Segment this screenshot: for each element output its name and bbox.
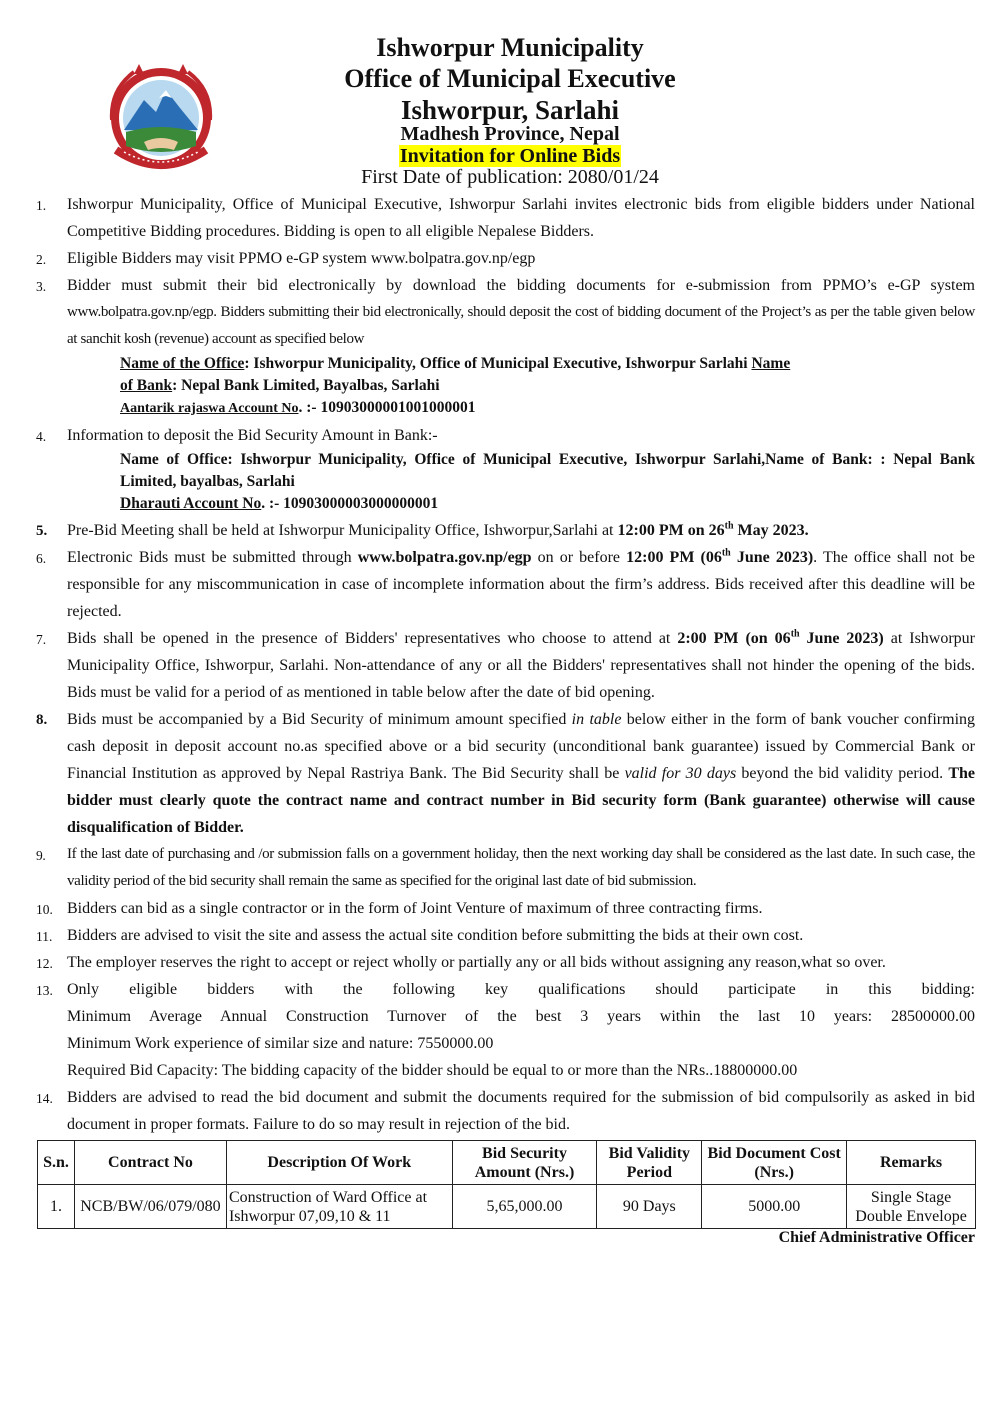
cell-description: Construction of Ward Office at Ishworpur 07,09,10 & 11	[226, 1185, 452, 1229]
column-header: Description Of Work	[226, 1141, 452, 1185]
qualification-intro: Only eligible bidders with the following key qualifications should participate in this bidding:	[67, 981, 975, 998]
disqualification-warning: The bidder must clearly quote the contract name and contract number in Bid security form (Bank guarantee) otherwise will cause disqualification of Bidder.	[67, 765, 975, 836]
account-value: . :- 10903000003000000001	[261, 495, 439, 512]
column-header: Remarks	[847, 1141, 976, 1185]
office-name: Office of Municipal Executive	[344, 64, 676, 93]
list-item	[0, 245, 1000, 272]
list-item	[0, 706, 1000, 841]
notice-items	[0, 191, 1000, 1138]
item-text: Eligible Bidders may visit PPMO e-GP system www.bolpatra.gov.np/egp	[67, 250, 536, 267]
italic-text: in table	[571, 711, 622, 728]
table-row	[38, 1185, 976, 1229]
item-number: 11.	[36, 929, 53, 944]
cell-remarks: Single Stage Double Envelope	[847, 1185, 976, 1229]
list-item	[0, 895, 1000, 922]
pre-bid-date: May 2023.	[733, 522, 809, 539]
municipality-name: Ishworpur Municipality	[376, 33, 644, 62]
item-text: Bids must be accompanied by a Bid Security of minimum amount specified	[67, 711, 572, 728]
item-number: 6.	[36, 551, 47, 566]
account-label: Dharauti Account No	[120, 495, 262, 512]
cell-document-cost: 5000.00	[702, 1185, 847, 1229]
bids-table	[37, 1140, 976, 1229]
egp-url: www.bolpatra.gov.np/egp	[357, 549, 532, 566]
item-text: Bidders are advised to read the bid document and submit the documents required for the submission of bid compulsorily as asked in bid document in proper formats. Failure to do so may result in rejection of the bid.	[67, 1089, 975, 1133]
item-number: 2.	[36, 252, 47, 267]
item-number: 1.	[36, 198, 47, 213]
office-label: Name of the Office	[120, 355, 245, 372]
column-header: S.n.	[38, 1141, 75, 1185]
list-item	[0, 544, 1000, 625]
list-item	[0, 625, 1000, 706]
publication-date: First Date of publication: 2080/01/24	[361, 166, 659, 188]
italic-text: valid for 30 days	[624, 765, 737, 782]
office-value: : Ishworpur Municipality, Office of Municipal Executive, Ishworpur Sarlahi	[244, 355, 752, 372]
cell-validity: 90 Days	[597, 1185, 702, 1229]
item-number: 14.	[36, 1091, 53, 1106]
list-item	[0, 949, 1000, 976]
province: Madhesh Province, Nepal	[400, 123, 620, 145]
deadline-time: 12:00 PM (06	[626, 549, 722, 566]
item-text: Information to deposit the Bid Security Amount in Bank:-	[67, 427, 438, 444]
office-line: Name of Office: Ishworpur Municipality, Office of Municipal Executive, Ishworpur Sarlahi,Name of Bank: : Nepal Bank Limited, bayalbas, Sarlahi	[120, 451, 975, 490]
cell-contract-no: NCB/BW/06/079/080	[74, 1185, 226, 1229]
signatory-title: Chief Administrative Officer	[778, 1229, 975, 1246]
item-number: 8.	[36, 712, 48, 728]
item-number: 3.	[36, 279, 47, 294]
list-item	[0, 841, 1000, 895]
bank-value: : Nepal Bank Limited, Bayalbas, Sarlahi	[172, 377, 440, 394]
item-text-post: at Ishworpur Municipality Office, Ishworpur, Sarlahi. Non-attendance of any or all the Bidders' representatives shall not hinder the opening of the bids. Bids must be valid for a period of as mentioned in table below after the date of bid opening.	[67, 630, 976, 701]
column-header: Bid Security Amount (Nrs.)	[452, 1141, 597, 1185]
item-text-post: . The office shall not be responsible for any miscommunication in case of incomplete information about the firm’s address. Bids received after this deadline will be rejected.	[67, 549, 976, 620]
deadline-date: June 2023)	[730, 549, 814, 566]
list-item	[0, 191, 1000, 245]
item-text: Bids shall be opened in the presence of Bidders' representatives who choose to attend at	[67, 630, 678, 647]
item-number: 13.	[36, 983, 53, 998]
item-text: Bidders can bid as a single contractor or in the form of Joint Venture of maximum of three contracting firms.	[67, 900, 763, 917]
office-bank-details	[67, 353, 975, 420]
item-text-continued: www.bolpatra.gov.np/egp. Bidders submitting their bid electronically, should deposit the cost of bidding document of the Project’s as per the table given below at sanchit kosh (revenue) account as specified below	[67, 304, 975, 347]
list-item	[0, 922, 1000, 949]
item-text: Bidders are advised to visit the site and assess the actual site condition before submitting the bids at their own cost.	[67, 927, 804, 944]
item-text: Bidder must submit their bid electronically by download the bidding documents for e-submission from PPMO’s e-GP system	[67, 277, 975, 294]
item-number: 5.	[36, 523, 48, 539]
item-text: The employer reserves the right to accept or reject wholly or partially any or all bids without assigning any reason,what so over.	[67, 954, 886, 971]
qualification-turnover: Minimum Average Annual Construction Turnover of the best 3 years within the last 10 years: 28500000.00	[67, 1008, 975, 1025]
ordinal-suffix: th	[724, 520, 734, 532]
bank-label-b: of Bank	[120, 377, 173, 394]
item-text-mid: on or before	[531, 549, 627, 566]
notice-title	[260, 145, 760, 168]
letterhead	[0, 0, 1000, 190]
item-number: 7.	[36, 632, 47, 647]
list-item	[0, 1084, 1000, 1138]
opening-date: June 2023)	[799, 630, 884, 647]
qualification-bid-capacity: Required Bid Capacity: The bidding capacity of the bidder should be equal to or more than the NRs..18800000.00	[67, 1062, 798, 1079]
location: Ishworpur, Sarlahi	[400, 95, 620, 125]
ordinal-suffix: th	[721, 547, 731, 559]
item-text: If the last date of purchasing and /or submission falls on a government holiday, then the next working day shall be considered as the last date. In such case, the validity period of the bid security shall remain the same as specified for the original last date of bid submission.	[67, 846, 975, 889]
qualification-experience: Minimum Work experience of similar size and nature: 7550000.00	[67, 1035, 494, 1052]
item-text-post: beyond the bid validity period.	[736, 765, 949, 782]
item-text: Ishworpur Municipality, Office of Municipal Executive, Ishworpur Sarlahi invites electronic bids from eligible bidders under National Competitive Bidding procedures. Bidding is open to all eligible Nepalese Bidders.	[67, 196, 975, 240]
bank-label-a: Name	[751, 355, 791, 372]
column-header: Contract No	[74, 1141, 226, 1185]
list-item	[0, 976, 1000, 1084]
item-number: 4.	[36, 429, 47, 444]
table-header-row	[38, 1141, 976, 1185]
account-value: . :- 10903000001001000001	[298, 399, 476, 416]
opening-time: 2:00 PM (on 06	[677, 630, 791, 647]
ordinal-suffix: th	[790, 628, 800, 640]
list-item	[0, 272, 1000, 420]
column-header: Bid Document Cost (Nrs.)	[702, 1141, 847, 1185]
item-text-mid: below either in the form of bank voucher confirming cash deposit in deposit account no.as specified above or a bid security (unconditional bank guarantee) issued by Commercial Bank or Financial Institution as approved by Nepal Rastriya Bank. The Bid Security shall be	[67, 711, 976, 782]
pre-bid-time: 12:00 PM on 26	[617, 522, 725, 539]
list-item	[0, 422, 1000, 515]
list-item	[0, 517, 1000, 544]
notice-title-text: Invitation for Online Bids	[399, 145, 621, 167]
item-number: 12.	[36, 956, 53, 971]
column-header: Bid Validity Period	[597, 1141, 702, 1185]
account-label: Aantarik rajaswa Account No	[120, 401, 299, 416]
cell-bid-security: 5,65,000.00	[452, 1185, 597, 1229]
item-text: Electronic Bids must be submitted through	[67, 549, 358, 566]
item-number: 10.	[36, 902, 53, 917]
item-number: 9.	[36, 848, 46, 863]
item-text: Pre-Bid Meeting shall be held at Ishworpur Municipality Office, Ishworpur,Sarlahi at	[67, 522, 618, 539]
cell-sn: 1.	[38, 1185, 75, 1229]
government-emblem-icon	[104, 60, 218, 172]
bid-security-bank-details	[67, 449, 975, 515]
